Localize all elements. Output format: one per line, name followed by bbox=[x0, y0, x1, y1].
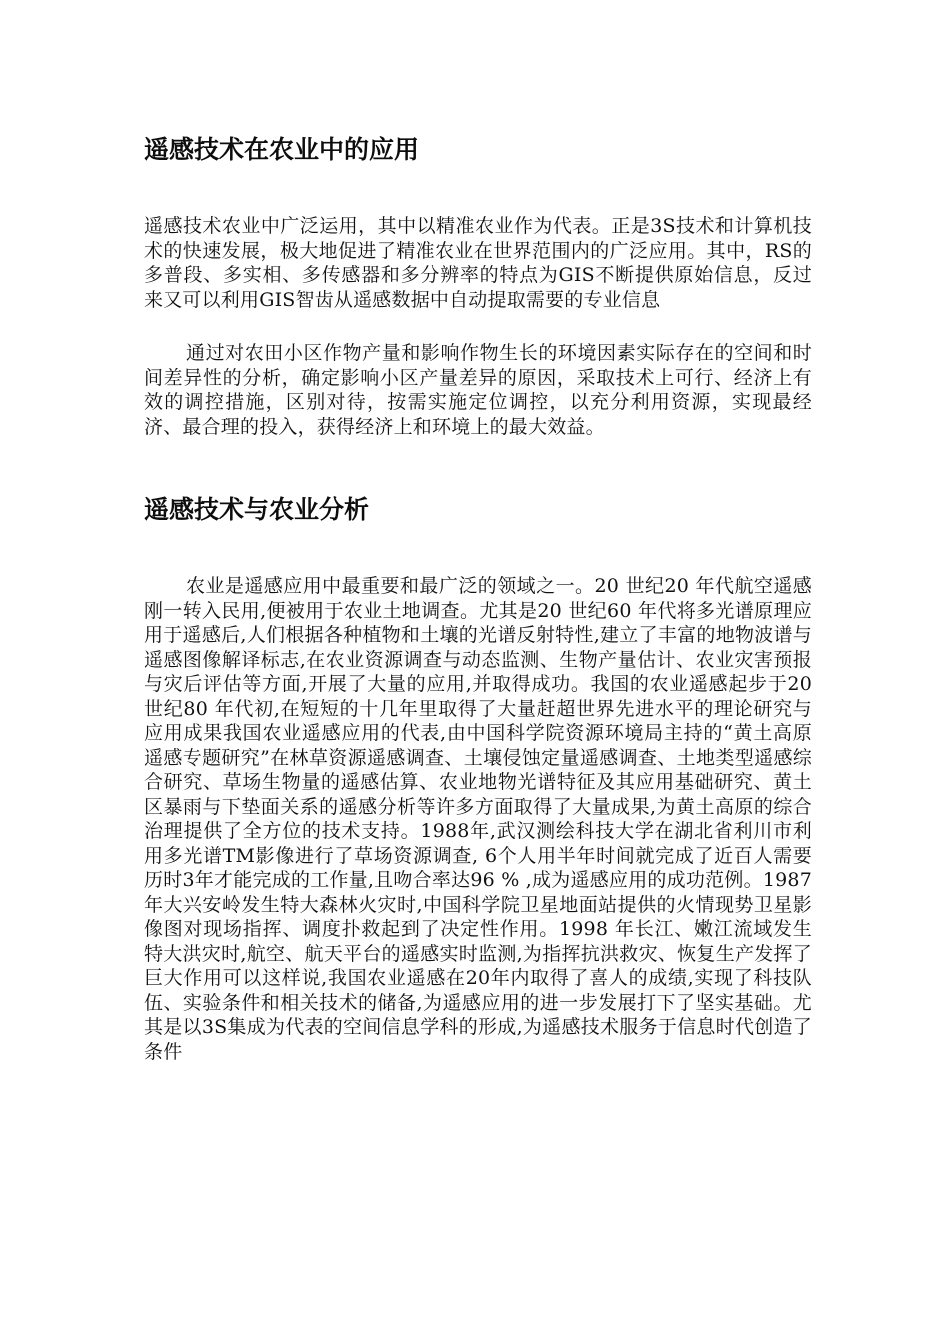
paragraph-field-variability: 通过对农田小区作物产量和影响作物生长的环境因素实际存在的空间和时间差异性的分析，确定影响小区产量差异的原因，采取技术上可行、经济上有效的调控措施，区别对待，按需实施定位调控，以充分利用资源，实现最经济、最合理的投入，获得经济上和环境上的最大效益。 bbox=[144, 342, 812, 438]
document-page bbox=[144, 0, 812, 1344]
paragraph-precision-agriculture: 遥感技术农业中广泛运用，其中以精准农业作为代表。正是3S技术和计算机技术的快速发展，极大地促进了精准农业在世界范围内的广泛应用。其中，RS的多普段、多实相、多传感器和多分辨率的特点为GIS不断提供原始信息，反过来又可以利用GIS智齿从遥感数据中自动提取需要的专业信息 bbox=[144, 215, 812, 311]
paragraph-agricultural-remote-sensing-history: 农业是遥感应用中最重要和最广泛的领域之一。20 世纪20 年代航空遥感刚一转入民用,便被用于农业土地调查。尤其是20 世纪60 年代将多光谱原理应用于遥感后,人们根据各种植物和土壤的光谱反射特性,建立了丰富的地物波谱与遥感图像解译标志,在农业资源调查与动态监测、生物产量估计、农业灾害预报与灾后评估等方面,开展了大量的应用,并取得成功。我国的农业遥感起步于20 世纪80 年代初,在短短的十几年里取得了大量赶超世界先进水平的理论研究与应用成果我国农业遥感应用的代表,由中国科学院资源环境局主持的“黄土高原遥感专题研究”在林草资源遥感调查、土壤侵蚀定量遥感调查、土地类型遥感综合研究、草场生物量的遥感估算、农业地物光谱特征及其应用基础研究、黄土区暴雨与下垫面关系的遥感分析等许多方面取得了大量成果,为黄土高原的综合治理提供了全方位的技术支持。1988年,武汉测绘科技大学在湖北省利川市利用多光谱TM影像进行了草场资源调查, 6个人用半年时间就完成了近百人需要历时3年才能完成的工作量,且吻合率达96 % ,成为遥感应用的成功范例。1987年大兴安岭发生特大森林火灾时,中国科学院卫星地面站提供的火情现势卫星影像图对现场指挥、调度扑救起到了决定性作用。1998 年长江、嫩江流域发生特大洪灾时,航空、航天平台的遥感实时监测,为指挥抗洪救灾、恢复生产发挥了巨大作用可以这样说,我国农业遥感在20年内取得了喜人的成绩,实现了科技队伍、实验条件和相关技术的储备,为遥感应用的进一步发展打下了坚实基础。尤其是以3S集成为代表的空间信息学科的形成,为遥感技术服务于信息时代创造了条件 bbox=[144, 575, 812, 1063]
section-heading-remote-sensing-in-agriculture: 遥感技术在农业中的应用 bbox=[144, 135, 420, 164]
section-heading-remote-sensing-and-agricultural-analysis: 遥感技术与农业分析 bbox=[144, 495, 370, 524]
